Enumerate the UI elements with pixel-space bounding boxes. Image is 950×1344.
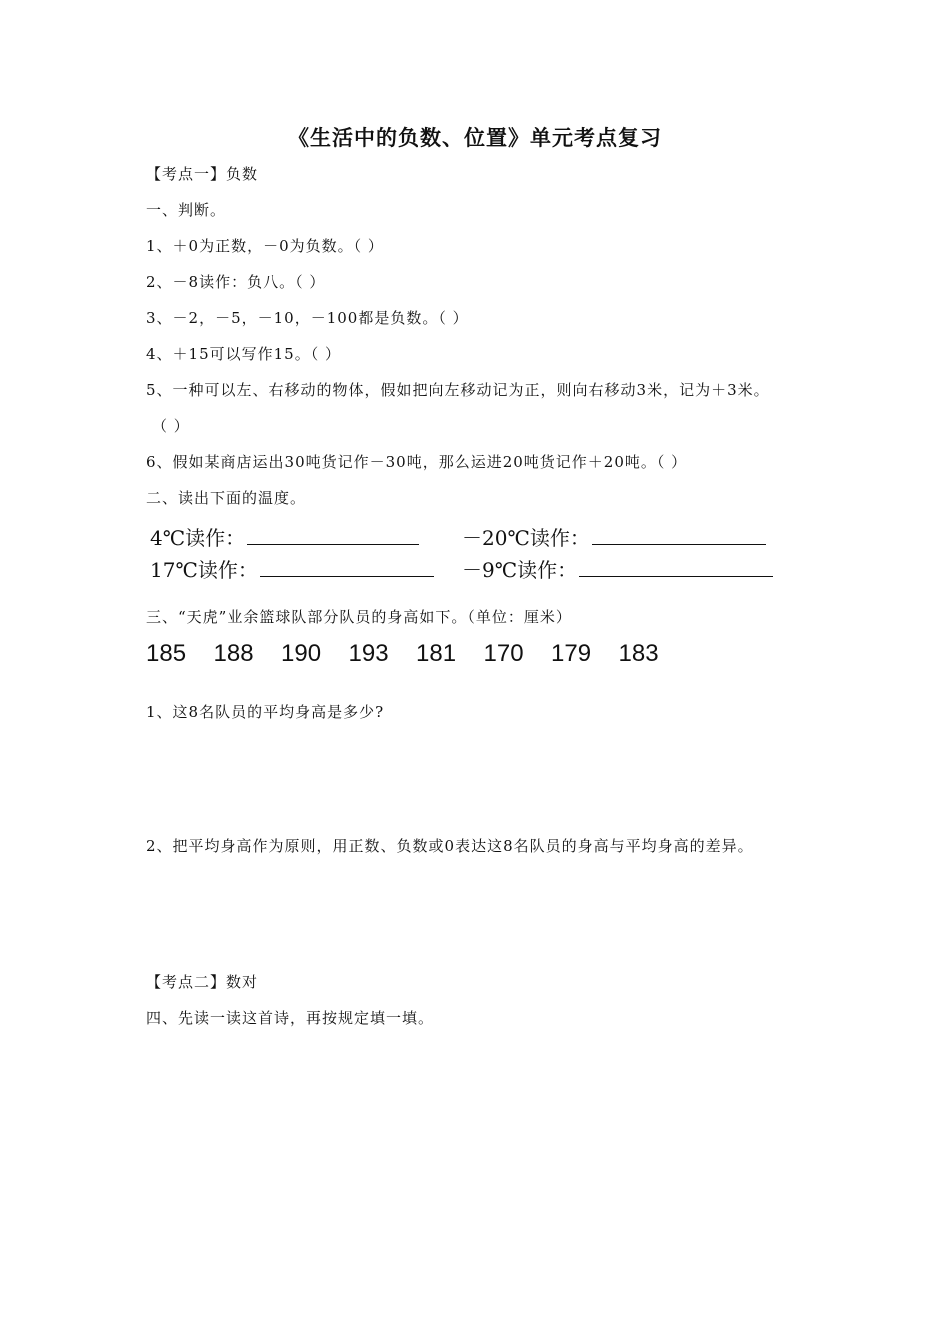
section-heading-1: 【考点一】负数 bbox=[146, 165, 259, 183]
temperature-item bbox=[462, 522, 766, 551]
answer-blank[interactable] bbox=[592, 543, 766, 545]
temperature-label: －20℃读作： bbox=[462, 526, 590, 550]
answer-blank[interactable] bbox=[579, 575, 773, 577]
question-1-title: 一、判断。 bbox=[146, 201, 227, 219]
judge-item-answer-bracket: （ ） bbox=[152, 417, 190, 435]
temperature-label: －9℃读作： bbox=[462, 558, 578, 582]
temperature-label: 4℃读作： bbox=[150, 526, 246, 550]
height-value: 193 bbox=[348, 640, 389, 667]
height-value: 179 bbox=[551, 640, 592, 667]
page-title: 《生活中的负数、位置》单元考点复习 bbox=[288, 126, 662, 150]
height-value: 185 bbox=[146, 640, 187, 667]
height-value: 190 bbox=[281, 640, 322, 667]
height-value: 183 bbox=[618, 640, 659, 667]
height-value: 170 bbox=[483, 640, 524, 667]
judge-item: 5、一种可以左、右移动的物体，假如把向左移动记为正，则向右移动3米，记为＋3米。 bbox=[146, 381, 770, 399]
height-value: 181 bbox=[416, 640, 457, 667]
height-list bbox=[146, 640, 686, 668]
answer-blank[interactable] bbox=[247, 543, 419, 545]
sub-question-2: 2、把平均身高作为原则，用正数、负数或0表达这8名队员的身高与平均身高的差异。 bbox=[146, 837, 754, 855]
height-value: 188 bbox=[213, 640, 254, 667]
temperature-label: 17℃读作： bbox=[150, 558, 258, 582]
judge-item: 3、－2，－5，－10，－100都是负数。（ ） bbox=[146, 309, 469, 327]
judge-item: 2、－8读作：负八。（ ） bbox=[146, 273, 326, 291]
temperature-item bbox=[150, 554, 434, 583]
question-2-title: 二、读出下面的温度。 bbox=[146, 489, 307, 507]
judge-item: 1、＋0为正数，－0为负数。（ ） bbox=[146, 237, 384, 255]
temperature-item bbox=[150, 522, 419, 551]
sub-question-1: 1、这8名队员的平均身高是多少? bbox=[146, 703, 385, 721]
answer-blank[interactable] bbox=[260, 575, 434, 577]
section-heading-2: 【考点二】数对 bbox=[146, 973, 259, 991]
judge-item: 6、假如某商店运出30吨货记作－30吨，那么运进20吨货记作＋20吨。（ ） bbox=[146, 453, 688, 471]
question-4-title: 四、先读一读这首诗，再按规定填一填。 bbox=[146, 1009, 435, 1027]
question-3-title: 三、“天虎”业余篮球队部分队员的身高如下。（单位：厘米） bbox=[146, 608, 572, 626]
judge-item: 4、＋15可以写作15。（ ） bbox=[146, 345, 341, 363]
temperature-item bbox=[462, 554, 773, 583]
